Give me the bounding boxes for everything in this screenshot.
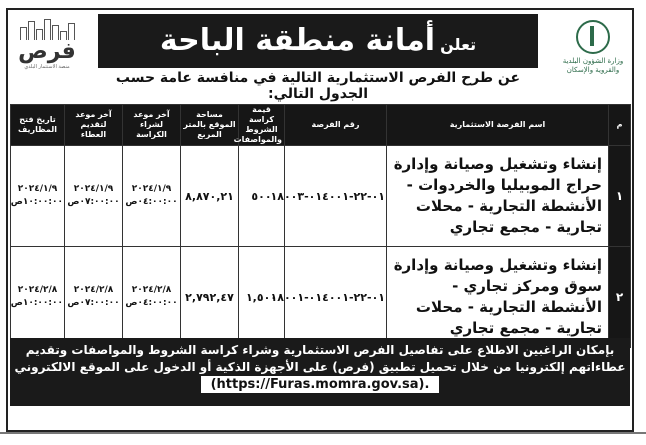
col-last-submission: آخر موعد لتقديم العطاء xyxy=(65,105,123,146)
time-value: ١٠:٠٠:٠٠ص xyxy=(10,197,63,207)
col-number: رقم الفرصة xyxy=(285,105,387,146)
skyline-icon xyxy=(12,18,82,40)
site-area: ٢,٧٩٢,٤٧ xyxy=(181,247,239,348)
opening-date xyxy=(11,247,65,348)
booklet-price: ١,٥٠٠ xyxy=(239,247,285,348)
ad-header xyxy=(8,10,632,102)
ministry-logo xyxy=(558,20,628,90)
furas-logo xyxy=(12,18,82,98)
time-value: ٠٤:٠٠:٠٠ص xyxy=(125,298,178,308)
furas-brand: فرص xyxy=(18,39,76,64)
table-row xyxy=(11,146,631,247)
last-purchase-date xyxy=(123,247,181,348)
date-value: ٢٠٢٤/١/٩ xyxy=(73,184,114,194)
table-header-row xyxy=(11,105,631,146)
last-submission-date xyxy=(65,146,123,247)
palm-emblem-icon xyxy=(576,20,610,54)
time-value: ٠٧:٠٠:٠٠ص xyxy=(67,197,120,207)
date-value: ٢٠٢٤/١/٩ xyxy=(17,184,58,194)
last-purchase-date xyxy=(123,146,181,247)
last-submission-date xyxy=(65,247,123,348)
website-link[interactable]: (https://Furas.momra.gov.sa). xyxy=(201,376,440,393)
time-value: ٠٤:٠٠:٠٠ص xyxy=(125,197,178,207)
booklet-price: ٥٠٠ xyxy=(239,146,285,247)
col-booklet-price: قيمة كراسة الشروط والمواصفات xyxy=(239,105,285,146)
page-title: أمانة منطقة الباحة xyxy=(159,23,436,58)
ministry-name: وزارة الشؤون البلدية والقروية والإسكان xyxy=(562,57,624,74)
col-index: م xyxy=(609,105,631,146)
row-index: ٢ xyxy=(609,247,631,348)
opportunity-name: إنشاء وتشغيل وصيانة وإدارة سوق ومركز تجاري - الأنشطة التجارية - محلات تجارية - مجمع تجاري xyxy=(387,247,609,348)
time-value: ٠٧:٠٠:٠٠ص xyxy=(67,298,120,308)
title-prefix: تعلن xyxy=(440,35,477,54)
subtitle: عن طرح الفرص الاستثمارية التالية في منافسة عامة حسب الجدول التالي: xyxy=(115,70,521,102)
footer-line-1: بإمكان الراغبين الاطلاع على تفاصيل الفرص الاستثمارية وشراء كراسة الشروط والمواصفات وتقديم xyxy=(25,343,615,357)
divider xyxy=(0,432,646,434)
date-value: ٢٠٢٤/١/٩ xyxy=(131,184,172,194)
opportunity-name: إنشاء وتشغيل وصيانة وإدارة حراج الموبيليا والخردوات - الأنشطة التجارية - محلات تجارية - مجمع تجاري xyxy=(387,146,609,247)
col-last-purchase: آخر موعد لشراء الكراسة xyxy=(123,105,181,146)
date-value: ٢٠٢٤/٢/٨ xyxy=(17,285,58,295)
col-name: اسم الفرصة الاستثمارية xyxy=(387,105,609,146)
opportunities-table xyxy=(10,104,631,348)
date-value: ٢٠٢٤/٢/٨ xyxy=(131,285,172,295)
table-row xyxy=(11,247,631,348)
title-bar xyxy=(98,14,538,68)
opportunity-number: ٠١-٢٢-٠١٤٠٠١-١٨٠٠٣ xyxy=(285,146,387,247)
opening-date xyxy=(11,146,65,247)
col-opening: تاريخ فتح المظاريف xyxy=(11,105,65,146)
footer-notice xyxy=(10,338,630,406)
time-value: ١٠:٠٠:٠٠ص xyxy=(10,298,63,308)
furas-subtext: منصة الاستثمار البلدي xyxy=(24,64,70,70)
site-area: ٨,٨٧٠,٢١ xyxy=(181,146,239,247)
row-index: ١ xyxy=(609,146,631,247)
date-value: ٢٠٢٤/٢/٨ xyxy=(73,285,114,295)
col-area: مساحة الموقع بالمتر المربع xyxy=(181,105,239,146)
footer-line-2: عطاءاتهم إلكترونيا من خلال تحميل تطبيق (فرص) على الأجهزة الذكية أو الدخول على الموقع الالكتروني xyxy=(14,360,626,374)
opportunity-number: ٠١-٢٢-٠١٤٠٠١-١٨٠٠١ xyxy=(285,247,387,348)
